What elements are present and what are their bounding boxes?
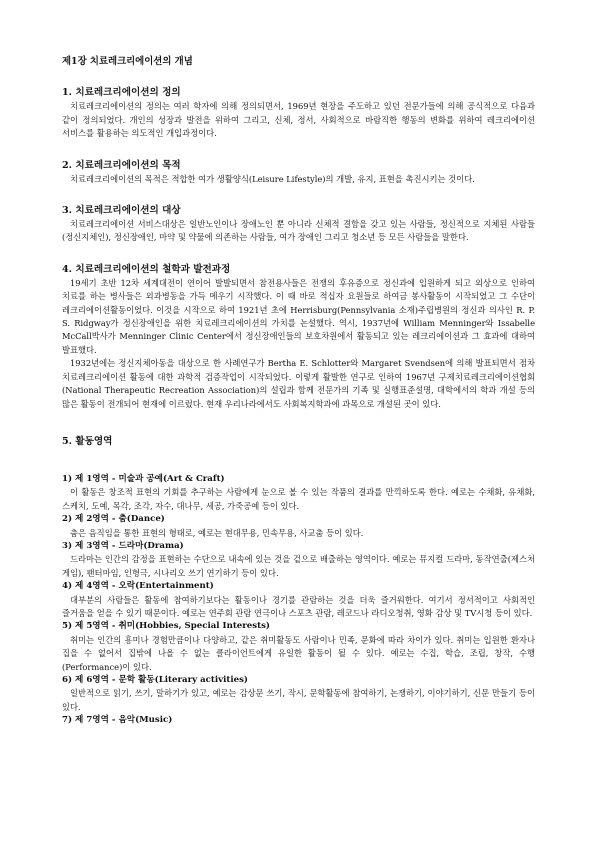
- activity-item-title: 7) 제 7영역 - 음악(Music): [62, 715, 173, 726]
- activity-item: [62, 674, 535, 714]
- section-paragraph: 치료레크리에이션 서비스대상은 일반노인이나 장애노인 뿐 아니라 신체적 결함을 갖고 있는 사람들, 정신적으로 지체된 사람들(정신지체인), 정신장애인, 마약 및 약물에 의존하는 사람들, 여가 장애인 그리고 청소년 등 모든 사람들을 말한다.: [62, 219, 535, 243]
- section-title: 5. 활동영역: [62, 435, 113, 447]
- activity-item: [62, 580, 535, 620]
- activity-item-title: 4) 제 4영역 - 오락(Entertainment): [62, 581, 214, 592]
- section-paragraph: 19세기 초반 12차 세계대전이 연이어 발발되면서 참전용사들은 전쟁의 후유증으로 정신과에 입원하게 되고 외상으로 인하여 치료를 하는 병사들은 외과병동을 가득 메우기 시작했다. 이 때 바로 적십자 요원들로 하여금 봉사활동이 시작되었고 그 수단이 레크리에이션활동이었다. 이것을 시작으로 하여 1921년 초에 Herrisburg(Pennsylvania 소재)주립병원의 정신과 의사인 R. P. S. Ridgway가 정신장애인을 위한 치료레크리에이션의 가치를 논설했다. 역시, 1937년에 William Menninger와 Issabelle McCall박사가 Menninger Clinic Center에서 정신장애인들의 보호차원에서 활동되고 있는 레크리에이션과 그 효과에 대하여 발표했다.: [62, 277, 535, 355]
- section-definition: [62, 86, 535, 140]
- activity-item: [62, 714, 535, 727]
- activity-item-title: 3) 제 3영역 - 드라마(Drama): [62, 540, 184, 551]
- section-title: 3. 치료레크리에이션의 대상: [62, 205, 181, 217]
- chapter-title: 제1장 치료레크리에이션의 개념: [62, 56, 193, 67]
- activity-item: [62, 513, 535, 540]
- section-purpose: [62, 159, 535, 186]
- activity-item-title: 2) 제 2영역 - 춤(Dance): [62, 514, 165, 525]
- activity-item-title: 1) 제 1영역 - 미술과 공예(Art & Craft): [62, 473, 225, 484]
- section-title: 2. 치료레크리에이션의 목적: [62, 159, 181, 171]
- activity-item: [62, 620, 535, 674]
- activity-item-title: 6) 제 6영역 - 문학 활동(Literary activities): [62, 675, 248, 685]
- section-title: 4. 치료레크리에이션의 철학과 발전과정: [62, 263, 231, 275]
- activity-item: [62, 473, 535, 513]
- activity-item-title: 5) 제 5영역 - 취미(Hobbies, Special Interests): [62, 621, 270, 632]
- activity-item-text: 대부분의 사람들은 활동에 참여하기보다는 활동이나 경기를 관람하는 것을 더욱 즐거워한다. 여기서 정서적이고 사회적인 즐거움을 얻을 수 있기 때문이다. 예로는 연주회 관람 연극이나 스포츠 관람, 레코드나 라디오청취, 영화 감상 및 TV시청 등이 있다.: [62, 594, 535, 618]
- activity-item-text: 춤은 음직임을 통한 표현의 형태로, 예로는 현대무용, 민속무용, 사교춤 등이 있다.: [70, 527, 364, 538]
- section-paragraph: 1932년에는 정신지체아동을 대상으로 한 사례연구가 Bertha E. Schlotter와 Margaret Svendsen에 의해 발표되면서 점차 치료레크리에이션 활동에 대한 과학적 검증작업이 시작되었다. 이렇게 활발한 연구로 인하여 1967년 구제치료레크리에이션협회(National Therapeutic Recreation Association)의 설립과 함께 전문가의 기족 및 실행표준설명, 대학에서의 학과 개설 등의 많은 활동이 전개되어 현재에 이르렀다. 현재 우리나라에서도 사회복지학과에 과목으로 개설된 곳이 있다.: [62, 358, 535, 409]
- activity-item-text: 이 활동은 창조적 표현의 기회를 추구하는 사람에게 눈으로 볼 수 있는 작품의 결과를 만끽하도록 한다. 예로는 수채화, 유채화, 스케치, 도예, 목각, 조각, 자수, 대나무, 세공, 가죽공예 등이 있다.: [62, 487, 535, 511]
- section-paragraph: 치료레크리에이션의 정의는 여러 학자에 의해 정의되면서, 1969년 현장을 주도하고 있던 전문가들에 의해 공식적으로 다음과 같이 정의되었다. 개인의 성장과 발전을 위하여 그리고, 신체, 정서, 사회적으로 바람직한 행동의 변화를 위하여 레크리에이션 서비스를 활용하는 의도적인 개입과정이다.: [62, 101, 535, 139]
- section-target: [62, 204, 535, 245]
- activity-item-text: 취미는 인간의 흥미나 경험만큼이나 다양하고, 같은 취미활동도 사람이나 민족, 문화에 따라 차이가 있다. 취미는 입원한 환자나 집을 수 없어서 집밖에 나올 수 없는 클라이언트에게 유일한 활동이 될 수 있다. 예로는 수집, 학습, 조립, 창작, 수행(Performance)이 있다.: [62, 634, 535, 672]
- section-paragraph: 치료레크리에이션의 목적은 적합한 여가 생활양식(Leisure Lifestyle)의 개발, 유지, 표현을 촉진시키는 것이다.: [70, 173, 475, 184]
- activity-item: [62, 540, 535, 580]
- section-title: 1. 치료레크리에이션의 정의: [62, 87, 181, 99]
- section-history: [62, 263, 535, 411]
- activity-item-text: 드라마는 인간의 감정을 표현하는 수단으로 내속에 있는 것을 겉으로 배출하는 영역이다. 예로는 뮤지컬 드라마, 동작연출(제스처 게임), 팬터마임, 인형극, 시나리오 쓰기 연기하기 등이 있다.: [62, 554, 535, 578]
- section-activity-areas: [62, 435, 535, 728]
- activity-item-text: 일반적으로 읽기, 쓰기, 말하기가 있고, 예로는 감상문 쓰기, 작시, 문학활동에 참여하기, 논쟁하기, 이야기하기, 신문 만들기 등이 있다.: [62, 688, 535, 712]
